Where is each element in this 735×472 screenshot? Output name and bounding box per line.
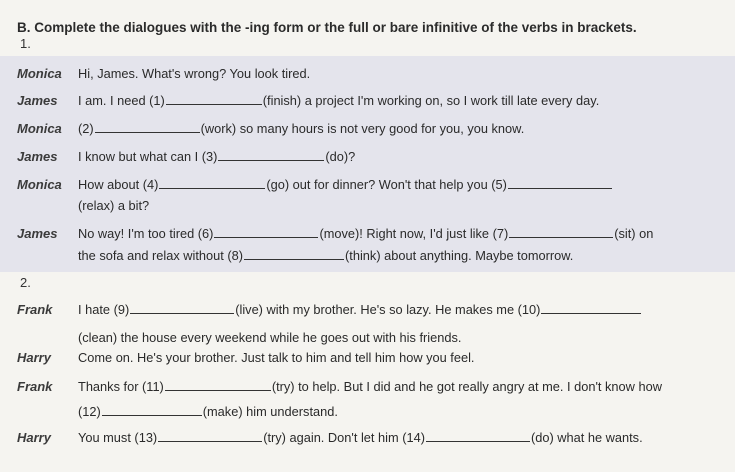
speaker-name: Harry: [17, 350, 51, 365]
dialogue-line: [78, 93, 599, 108]
dialogue-text: (clean) the house every weekend while he goes out with his friends.: [78, 330, 462, 345]
dialogue-line: [78, 379, 662, 394]
dialogue-line: [78, 302, 642, 317]
answer-blank[interactable]: [218, 149, 324, 161]
dialogue-number: 1.: [20, 36, 31, 51]
dialogue-line: [78, 121, 524, 136]
dialogue-line: [78, 404, 338, 419]
dialogue-line: [78, 66, 310, 81]
answer-blank[interactable]: [166, 93, 262, 105]
dialogue-number: 2.: [20, 275, 31, 290]
dialogue-line: [78, 350, 475, 365]
answer-blank[interactable]: [165, 379, 271, 391]
dialogue-text: (2): [78, 121, 94, 136]
dialogue-text: (12): [78, 404, 101, 419]
speaker-name: Monica: [17, 66, 62, 81]
dialogue-text: Come on. He's your brother. Just talk to him and tell him how you feel.: [78, 350, 475, 365]
speaker-name: James: [17, 226, 58, 241]
dialogue-text: (do)?: [325, 149, 356, 164]
answer-blank[interactable]: [541, 302, 641, 314]
speaker-name: Frank: [17, 302, 53, 317]
dialogue-text: (try) again. Don't let him (14): [263, 430, 425, 445]
answer-blank[interactable]: [426, 430, 530, 442]
speaker-name: James: [17, 93, 58, 108]
dialogue-text: (move)! Right now, I'd just like (7): [319, 226, 509, 241]
answer-blank[interactable]: [159, 177, 265, 189]
dialogue-line: [78, 177, 613, 192]
dialogue-text: You must (13): [78, 430, 158, 445]
speaker-name: Monica: [17, 177, 62, 192]
dialogue-text: (sit) on: [614, 226, 654, 241]
speaker-name: Monica: [17, 121, 62, 136]
dialogue-text: I know but what can I (3): [78, 149, 218, 164]
speaker-name: Frank: [17, 379, 53, 394]
speaker-name: James: [17, 149, 58, 164]
answer-blank[interactable]: [95, 121, 200, 133]
dialogue-line: [78, 430, 643, 445]
dialogue-line: [78, 149, 355, 164]
answer-blank[interactable]: [102, 404, 202, 416]
dialogue-text: I am. I need (1): [78, 93, 165, 108]
dialogue-text: Thanks for (11): [78, 379, 164, 394]
dialogue-line: [78, 330, 461, 345]
dialogue-text: (do) what he wants.: [530, 430, 643, 445]
dialogue-text: (think) about anything. Maybe tomorrow.: [345, 248, 574, 263]
answer-blank[interactable]: [244, 248, 344, 260]
answer-blank[interactable]: [509, 226, 613, 238]
dialogue-text: (finish) a project I'm working on, so I work till late every day.: [262, 93, 600, 108]
dialogue-line: [78, 226, 653, 241]
dialogue-text: (try) to help. But I did and he got really angry at me. I don't know how: [271, 379, 662, 394]
dialogue-text: (make) him understand.: [202, 404, 338, 419]
dialogue-text: (work) so many hours is not very good for you, you know.: [200, 121, 525, 136]
dialogue-text: (relax) a bit?: [78, 198, 150, 213]
dialogue-text: (live) with my brother. He's so lazy. He makes me (10): [235, 302, 541, 317]
dialogue-line: [78, 198, 149, 213]
dialogue-text: the sofa and relax without (8): [78, 248, 244, 263]
answer-blank[interactable]: [130, 302, 234, 314]
dialogue-text: I hate (9): [78, 302, 130, 317]
dialogue-line: [78, 248, 573, 263]
dialogue-text: (go) out for dinner? Won't that help you (5): [266, 177, 507, 192]
dialogue-text: How about (4): [78, 177, 159, 192]
speaker-name: Harry: [17, 430, 51, 445]
answer-blank[interactable]: [214, 226, 318, 238]
exercise-title: B. Complete the dialogues with the -ing form or the full or bare infinitive of the verbs in brackets.: [17, 20, 637, 35]
dialogue-text: No way! I'm too tired (6): [78, 226, 214, 241]
answer-blank[interactable]: [508, 177, 612, 189]
dialogue-text: Hi, James. What's wrong? You look tired.: [78, 66, 311, 81]
answer-blank[interactable]: [158, 430, 262, 442]
